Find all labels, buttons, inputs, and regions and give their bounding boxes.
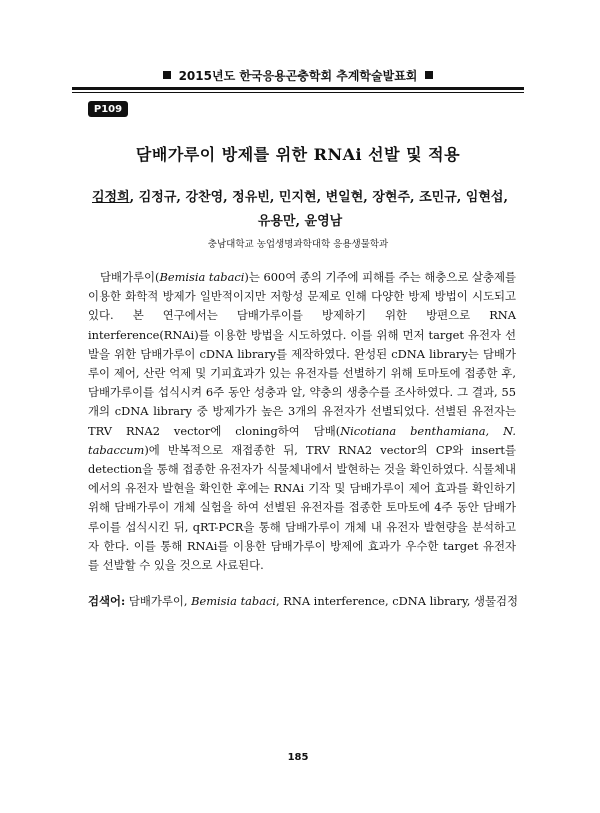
keywords-text: 담배가루이,	[125, 594, 192, 608]
species-name: Nicotiana benthamiana, N. tabaccum	[88, 423, 516, 457]
abstract-text: 담배가루이(	[100, 270, 160, 284]
keywords-species: Bemisia tabaci	[191, 594, 277, 608]
affiliation: 충남대학교 농업생명과학대학 응용생물학과	[207, 239, 389, 250]
co-authors: , 김정규, 강찬영, 정유빈, 민지현, 변일현, 장현주, 조민규, 임현섭, 유용만, 윤영남	[129, 190, 509, 229]
author-list	[90, 186, 510, 234]
header-rule-thin	[72, 92, 524, 93]
species-name: Bemisia tabaci	[159, 270, 245, 284]
square-bullet-icon	[425, 71, 433, 79]
conference-title: 2015년도 한국응용곤충학회 추계학술발표회	[178, 68, 418, 83]
header-rule-thick	[72, 87, 524, 90]
abstract-body	[88, 268, 516, 575]
square-bullet-icon	[163, 71, 171, 79]
conference-header	[72, 65, 524, 85]
keywords-label: 검색어:	[88, 594, 126, 608]
abstract-text: )에 반복적으로 재접종한 뒤, TRV RNA2 vector의 CP와 insert를 detection을 통해 접종한 유전자가 식물체내에서 발현하는 것을 확인하였다. 식물체내에서의 유전자 발현을 확인한 후에는 RNAi 기작 및 담배가루이 제어 효과를 확인하기 위해 담배가루이 개체 실험을 하여 선별된 유전자를 접종한 토마토에 4주 동안 담배가루이를 섭식시킨 뒤, qRT-PCR을 통해 담배가루이 개체 내 유전자 발현량을 분석하고자 한다. 이를 통해 RNAi를 이용한 담배가루이 방제에 효과가 우수한 target 유전자를 선발할 수 있을 것으로 사료된다.	[88, 442, 516, 573]
keywords-text: , RNA interference, cDNA library, 생물검정	[276, 594, 519, 608]
paper-code-badge: P109	[88, 101, 128, 117]
page-number: 185	[287, 752, 309, 763]
keywords-line	[88, 592, 528, 611]
paper-title: 담배가루이 방제를 위한 RNAi 선발 및 적용	[135, 145, 461, 164]
presenting-author: 김정희	[91, 190, 130, 205]
abstract-text: )는 600여 종의 기주에 피해를 주는 해충으로 살충제를 이용한 화학적 방제가 일반적이지만 저항성 문제로 인해 다양한 방제 방법이 시도되고 있다. 본 연구에서는 담배가루이를 방제하기 위한 방편으로 RNA interference(RNAi)를 이용한 방법을 시도하였다. 이를 위해 먼저 target 유전자 선발을 위한 담배가루이 cDNA library를 제작하였다. 완성된 cDNA library는 담배가루이 제어, 산란 억제 및 기피효과가 있는 유전자를 선별하기 위해 토마토에 접종한 후, 담배가루이를 섭식시켜 6주 동안 성충과 알, 약충의 생충수를 조사하였다. 그 결과, 55개의 cDNA library 중 방제가가 높은 3개의 유전자가 선별되었다. 선별된 유전자는 TRV RNA2 vector에 cloning하여 담배(	[88, 270, 517, 438]
